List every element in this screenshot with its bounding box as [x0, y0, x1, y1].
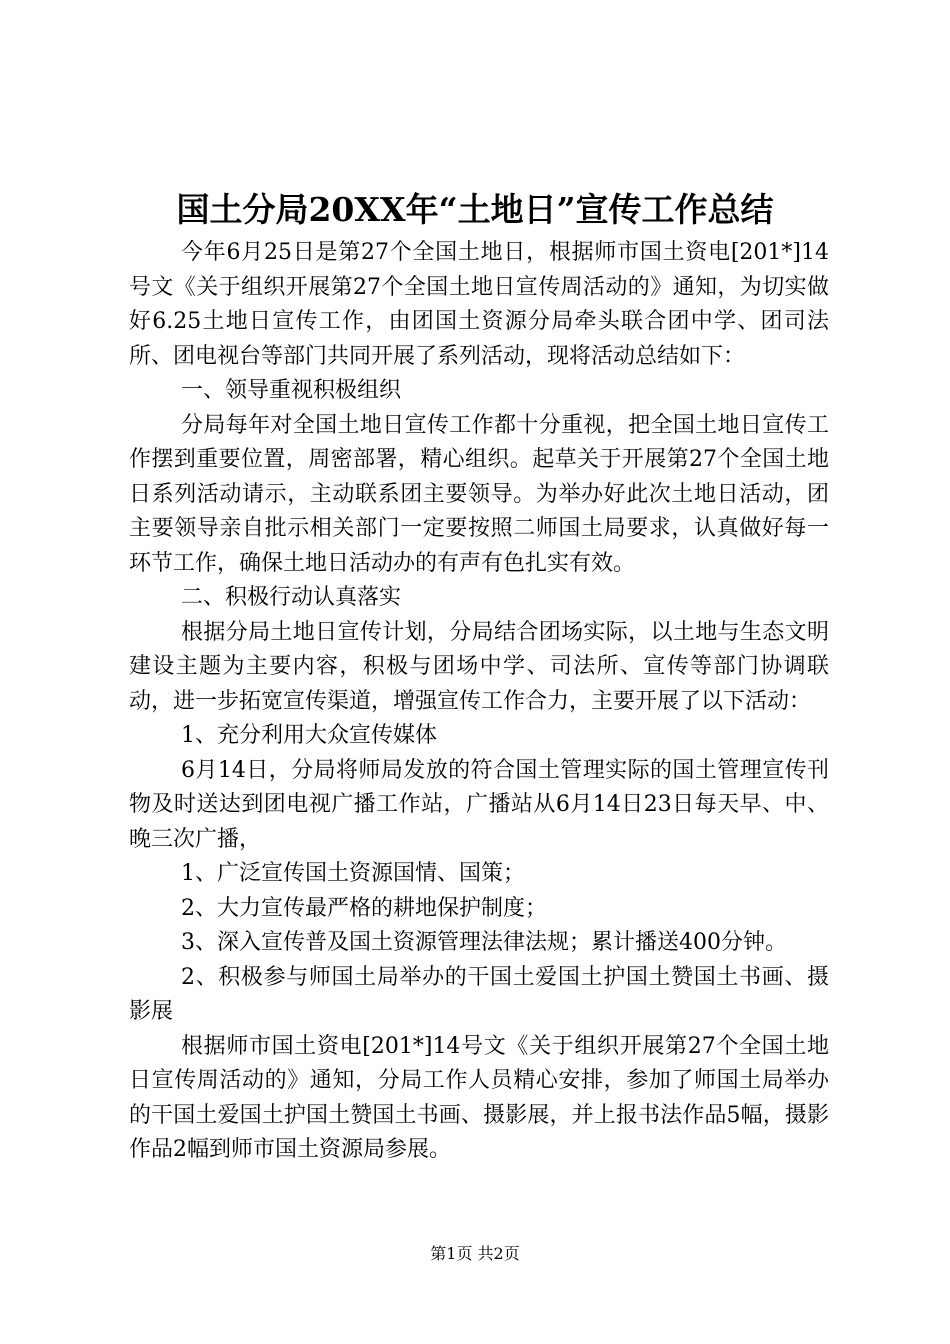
paragraph-intro: 今年6月25日是第27个全国土地日，根据师市国土资电[201*]14号文《关于组织开展第27个全国土地日宣传周活动的》通知，为切实做好6.25土地日宣传工作，由团国土资源分局牵头联合团中学、团司法所、团电视台等部门共同开展了系列活动，现将活动总结如下：	[129, 240, 829, 369]
paragraph-media: 6月14日，分局将师局发放的符合国土管理实际的国土管理宣传刊物及时送达到团电视广播工作站，广播站从6月14日23日每天早、中、晚三次广播，	[129, 757, 829, 852]
subheading-exhibition: 2、积极参与师国土局举办的干国土爱国土护国土赞国土书画、摄影展	[129, 964, 829, 1024]
subheading-media: 1、充分利用大众宣传媒体	[181, 723, 437, 748]
paragraph-section-2: 根据分局土地日宣传计划，分局结合团场实际，以土地与生态文明建设主题为主要内容，积极与团场中学、司法所、宣传等部门协调联动，进一步拓宽宣传渠道，增强宣传工作合力，主要开展了以下活动：	[129, 619, 829, 714]
paragraph-section-1: 分局每年对全国土地日宣传工作都十分重视，把全国土地日宣传工作摆到重要位置，周密部署，精心组织。起草关于开展第27个全国土地日系列活动请示，主动联系团主要领导。为举办好此次土地日活动，团主要领导亲自批示相关部门一定要按照二师国土局要求，认真做好每一环节工作，确保土地日活动办的有声有色扎实有效。	[129, 412, 829, 576]
list-item: 2、大力宣传最严格的耕地保护制度；	[181, 895, 547, 921]
document-body	[129, 236, 829, 1168]
section-heading-1: 一、领导重视积极组织	[181, 378, 402, 403]
list-item: 3、深入宣传普及国土资源管理法律法规；累计播送400分钟。	[181, 930, 787, 955]
list-item: 1、广泛宣传国土资源国情、国策；	[181, 861, 525, 886]
section-heading-2: 二、积极行动认真落实	[181, 585, 402, 610]
document-title: 国土分局20XX年“土地日”宣传工作总结	[176, 190, 774, 229]
page-footer: 第1页 共2页	[430, 1244, 520, 1263]
paragraph-exhibition: 根据师市国土资电[201*]14号文《关于组织开展第27个全国土地日宣传周活动的》通知，分局工作人员精心安排，参加了师国土局举办的干国土爱国土护国土赞国土书画、摄影展，并上报书法作品5幅，摄影作品2幅到师市国土资源局参展。	[129, 1033, 829, 1162]
